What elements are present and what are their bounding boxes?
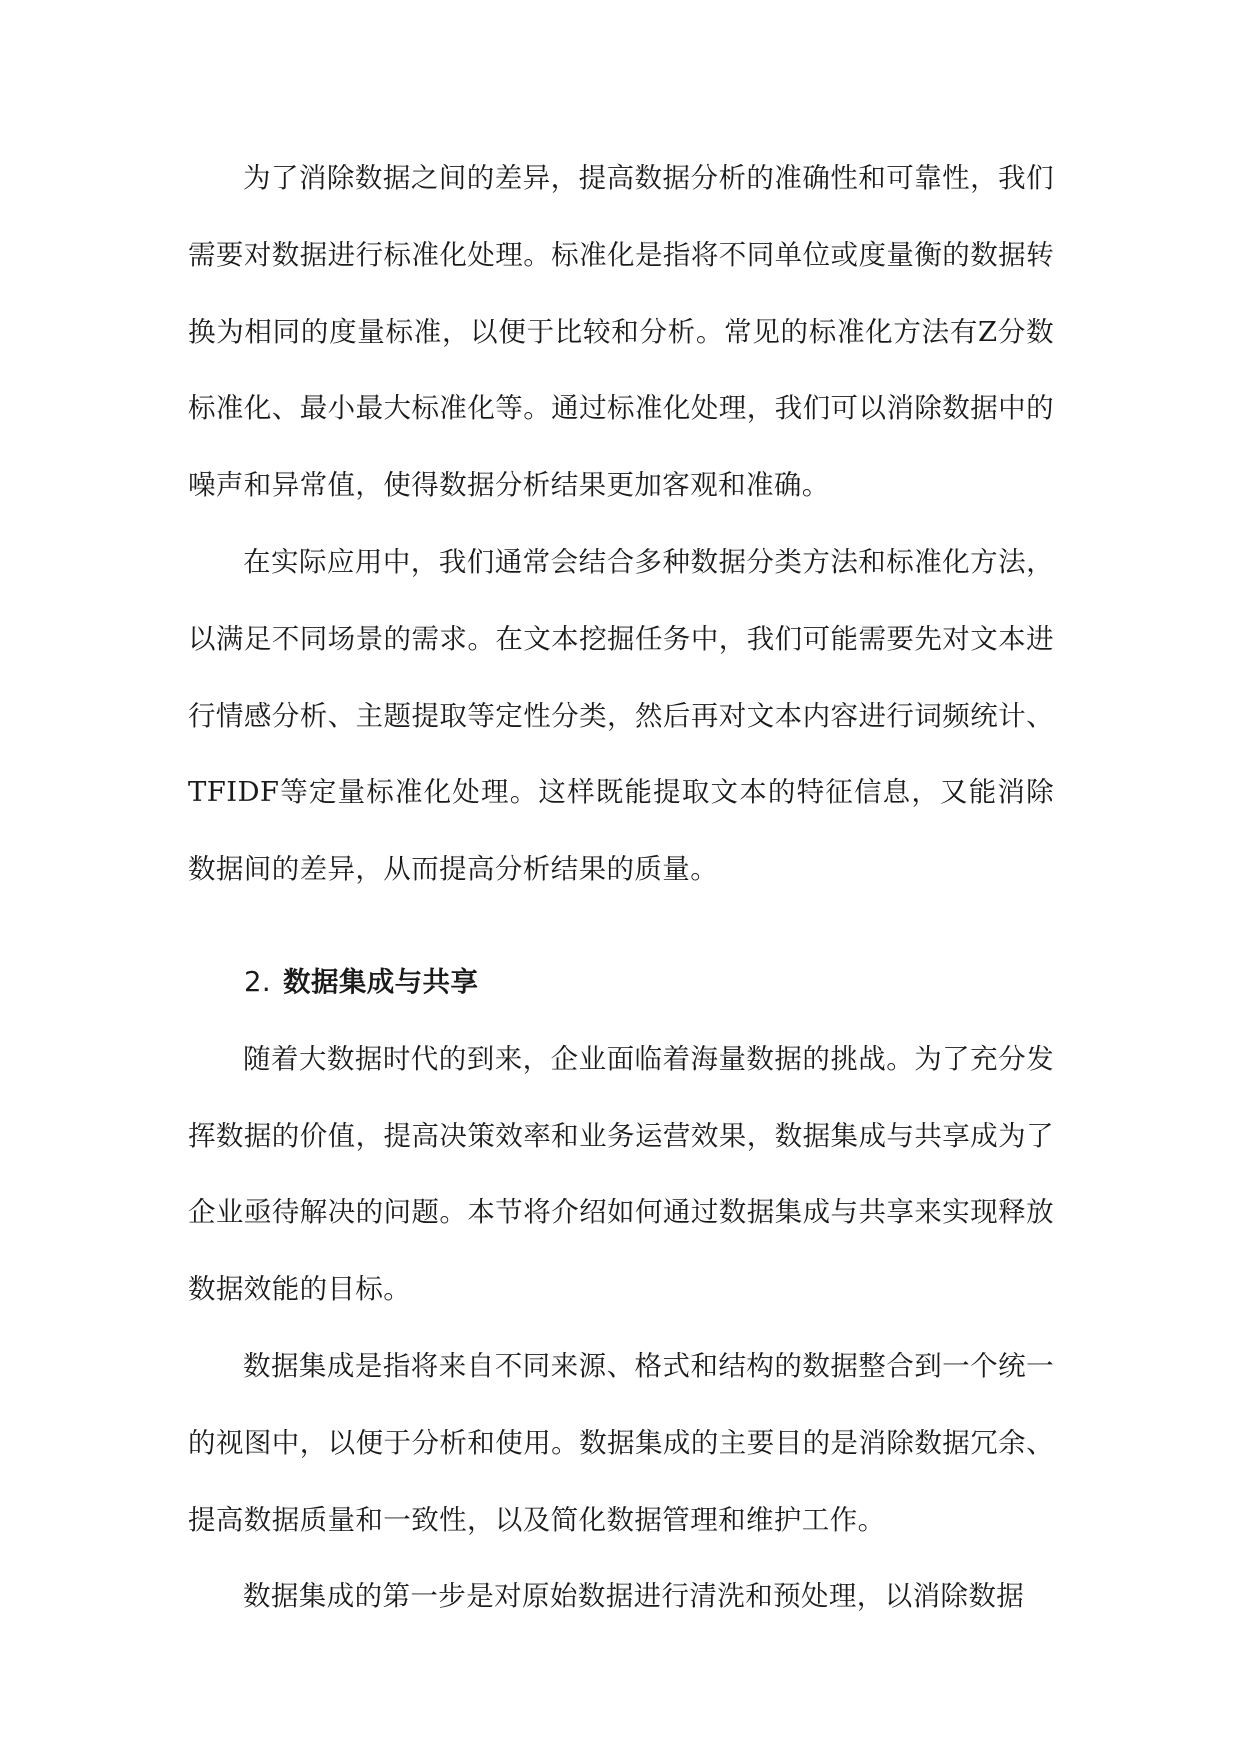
paragraph-data-integration-first-step: 数据集成的第一步是对原始数据进行清洗和预处理，以消除数据	[243, 1580, 1025, 1613]
section-title: 数据集成与共享	[283, 965, 479, 998]
section-heading	[188, 944, 1054, 1021]
paragraph-data-integration-definition: 数据集成是指将来自不同来源、格式和结构的数据整合到一个统一的视图中，以便于分析和使用。数据集成的主要目的是消除数据冗余、提高数据质量和一致性，以及简化数据管理和维护工作。	[188, 1349, 1054, 1536]
paragraph-big-data-era: 随着大数据时代的到来，企业面临着海量数据的挑战。为了充分发挥数据的价值，提高决策效率和业务运营效果，数据集成与共享成为了企业亟待解决的问题。本节将介绍如何通过数据集成与共享来实现释放数据效能的目标。	[188, 1042, 1054, 1306]
section-number: 2.	[244, 965, 272, 998]
paragraph-standardization: 为了消除数据之间的差异，提高数据分析的准确性和可靠性，我们需要对数据进行标准化处理。标准化是指将不同单位或度量衡的数据转换为相同的度量标准，以便于比较和分析。常见的标准化方法有Z分数标准化、最小最大标准化等。通过标准化处理，我们可以消除数据中的噪声和异常值，使得数据分析结果更加客观和准确。	[188, 162, 1054, 502]
paragraph-practical-application: 在实际应用中，我们通常会结合多种数据分类方法和标准化方法，以满足不同场景的需求。在文本挖掘任务中，我们可能需要先对文本进行情感分析、主题提取等定性分类，然后再对文本内容进行词频统计、TFIDF等定量标准化处理。这样既能提取文本的特征信息，又能消除数据间的差异，从而提高分析结果的质量。	[188, 545, 1054, 886]
document-body	[188, 140, 1054, 1635]
